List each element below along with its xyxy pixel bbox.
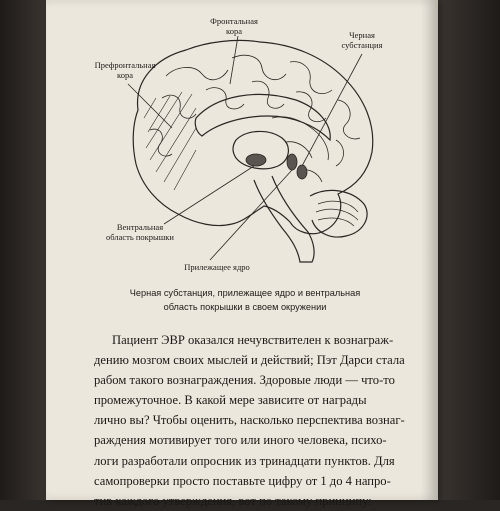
body-line: логи разработали опросник из тринадцати пунктов. Для	[94, 453, 395, 468]
figure-caption: Черная субстанция, прилежащее ядро и вентральная область покрышки в своем окружении	[129, 288, 361, 312]
label-prefrontal-cortex: Префронтальная кора	[94, 60, 156, 80]
body-line: рабом такого вознаграждения. Здоровые люди — что-то	[94, 373, 395, 388]
book-page	[46, 0, 438, 508]
label-substantia-nigra: Черная субстанция	[341, 30, 383, 50]
body-line: раждения мотивирует того или иного человека, психо-	[94, 433, 387, 448]
label-ventral-tegmental-area: Вентральная область покрышки	[106, 222, 174, 242]
body-line: лично вы? Чтобы оценить, насколько перспектива вознаг-	[94, 413, 405, 428]
body-paragraph	[94, 330, 412, 511]
cerebellum-folds	[316, 201, 358, 226]
desk-background-left	[0, 0, 46, 500]
brainstem	[254, 176, 314, 262]
body-line: дению мозгом своих мыслей и действий; Пэт Дарси стала	[94, 353, 405, 368]
vta-mark	[287, 154, 297, 170]
desk-background-right	[438, 0, 500, 500]
body-line: тив каждого утверждения, вот по такому принципу:	[94, 493, 372, 508]
nucleus-accumbens-mark	[246, 154, 266, 166]
body-line: самопроверки просто поставьте цифру от 1 до 4 напро-	[94, 473, 391, 488]
leader-accumbens	[210, 170, 292, 260]
body-line: промежуточное. В какой мере зависите от награды	[94, 393, 367, 408]
label-nucleus-accumbens: Прилежащее ядро	[184, 262, 250, 272]
prefrontal-region	[144, 92, 196, 190]
brain-figure	[46, 0, 438, 300]
label-frontal-cortex: Фронтальная кора	[210, 16, 258, 36]
leader-substantia	[302, 54, 362, 166]
body-line: Пациент ЭВР оказался нечувствителен к вознаграж-	[112, 333, 394, 347]
leader-vta	[164, 166, 254, 224]
cerebellum	[310, 190, 367, 237]
corpus-callosum	[195, 94, 330, 140]
leader-frontal	[230, 36, 238, 84]
substantia-mark	[297, 165, 307, 179]
